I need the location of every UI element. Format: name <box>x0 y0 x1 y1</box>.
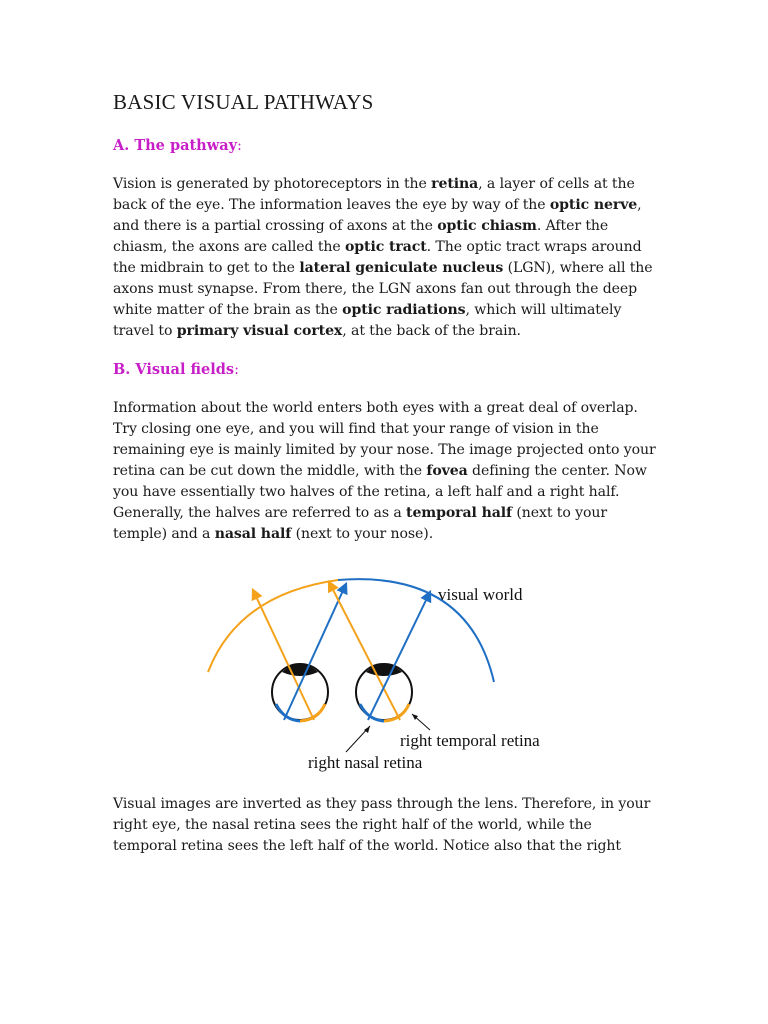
text-run: (next to your nose). <box>291 526 434 542</box>
section-b-heading <box>113 361 658 378</box>
text-run: . The optic tract wraps around the midbrain to get to the <box>113 239 642 276</box>
section-b-paragraph <box>113 398 658 545</box>
section-a-heading-colon: : <box>237 138 242 154</box>
section-a-heading <box>113 137 658 154</box>
bold-term: primary visual cortex <box>176 323 343 339</box>
text-run: (LGN), where all the axons must synapse. From there, the LGN axons fan out through the deep white matter of the brain as the <box>113 260 653 318</box>
text-run: Vision is generated by photoreceptors in the <box>113 176 432 192</box>
bold-term: temporal half <box>406 505 512 521</box>
document-page <box>113 90 658 876</box>
text-run: , a layer of cells at the back of the eye. The information leaves the eye by way of the <box>113 176 635 213</box>
bold-term: optic radiations <box>342 302 466 318</box>
bold-term: nasal half <box>214 526 292 542</box>
text-run: . After the chiasm, the axons are called the <box>113 218 609 255</box>
text-run: defining the center. Now you have essentially two halves of the retina, a left half and a right half. Generally, the halves are referred to as a <box>113 463 647 521</box>
bold-term: fovea <box>426 463 468 479</box>
section-b-heading-text: B. Visual fields <box>113 361 235 378</box>
visual-world-arc-left <box>208 580 338 672</box>
text-run: , which will ultimately travel to <box>113 302 622 339</box>
bold-term: retina <box>431 176 479 192</box>
text-run: (next to your temple) and a <box>113 505 607 542</box>
bold-term: optic nerve <box>549 197 638 213</box>
section-a-paragraph <box>113 174 658 342</box>
text-run: Information about the world enters both eyes with a great deal of overlap. Try closing one eye, and you will find that your range of vision in the remaining eye is mainly limited by your nose. The image projected onto your retina can be cut down the middle, with the <box>113 400 656 479</box>
bold-term: lateral geniculate nucleus <box>299 260 504 276</box>
visual-field-diagram <box>198 564 618 774</box>
page-title: BASIC VISUAL PATHWAYS <box>113 90 374 114</box>
closing-paragraph: Visual images are inverted as they pass through the lens. Therefore, in your right eye, the nasal retina sees the right half of the world, while the temporal retina sees the left half of the world. Notice also that the right <box>113 796 651 854</box>
text-run: , and there is a partial crossing of axons at the <box>113 197 642 234</box>
bold-term: optic chiasm <box>437 218 537 234</box>
label-right-temporal-retina: right temporal retina <box>400 731 540 750</box>
bold-term: optic tract <box>345 239 427 255</box>
section-a-heading-text: A. The pathway <box>113 137 238 154</box>
label-visual-world: visual world <box>438 585 523 604</box>
text-run: , at the back of the brain. <box>342 323 521 339</box>
label-right-nasal-retina: right nasal retina <box>308 753 423 772</box>
section-b-heading-colon: : <box>234 362 239 378</box>
